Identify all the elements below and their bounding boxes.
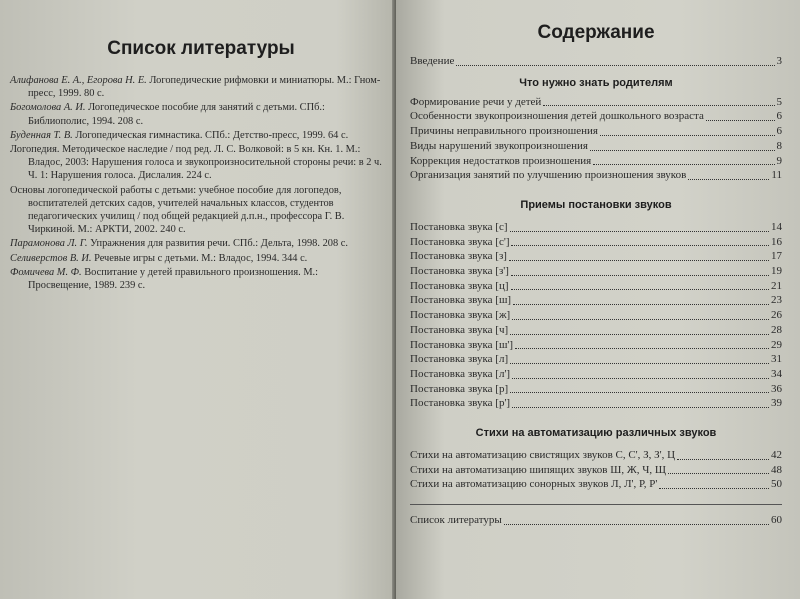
toc-entry-page: 6 bbox=[776, 110, 782, 123]
reference-author: Фомичева М. Ф. bbox=[10, 266, 82, 278]
toc-entry bbox=[410, 220, 782, 235]
reference-list bbox=[10, 74, 382, 292]
toc-entry-page: 42 bbox=[771, 449, 782, 462]
reference-text: Речевые игры с детьми. М.: Владос, 1994. 344 с. bbox=[91, 252, 308, 264]
dot-leader bbox=[515, 348, 769, 349]
toc-entry-label: Постановка звука [ч] bbox=[410, 323, 509, 336]
toc-entry bbox=[410, 154, 782, 169]
dot-leader bbox=[510, 392, 769, 393]
reference-item bbox=[10, 252, 382, 265]
toc-entry-label: Организация занятий по улучшению произношения звуков bbox=[410, 169, 687, 182]
reference-item bbox=[10, 143, 382, 183]
section-heading-parents: Что нужно знать родителям bbox=[519, 76, 673, 89]
reference-text: Логопедическая гимнастика. СПб.: Детство-пресс, 1999. 64 с. bbox=[72, 129, 349, 141]
toc-entry bbox=[410, 352, 782, 367]
toc-entry-label: Постановка звука [л'] bbox=[410, 367, 511, 380]
toc-entry-label: Причины неправильного произношения bbox=[410, 125, 598, 138]
dot-leader bbox=[456, 65, 774, 66]
reference-text: Логопедическое пособие для занятий с детьми. СПб.: Библиополис, 1994. 208 с. bbox=[28, 102, 325, 127]
dot-leader bbox=[677, 459, 769, 460]
reference-text: Упражнения для развития речи. СПб.: Дельта, 1998. 208 с. bbox=[87, 238, 348, 250]
toc-entry-label: Постановка звука [с'] bbox=[410, 235, 510, 248]
toc-entry-label: Введение bbox=[410, 55, 455, 67]
toc-entry-page: 14 bbox=[771, 220, 782, 233]
toc-entry-label: Постановка звука [с] bbox=[410, 220, 508, 233]
toc-entry-page: 29 bbox=[771, 338, 782, 351]
toc-entry-page: 36 bbox=[771, 382, 782, 395]
dot-leader bbox=[512, 407, 769, 408]
toc-entry-page: 28 bbox=[771, 323, 782, 336]
reference-item bbox=[10, 237, 382, 250]
toc-entry-label: Постановка звука [р'] bbox=[410, 397, 511, 410]
toc-entry-label: Стихи на автоматизацию свистящих звуков С, С', З, З', Ц bbox=[410, 449, 676, 462]
toc-entry-label: Постановка звука [л] bbox=[410, 353, 509, 366]
left-page bbox=[0, 0, 396, 599]
table-of-contents bbox=[410, 54, 782, 528]
dot-leader bbox=[510, 231, 770, 232]
toc-entry-page: 34 bbox=[771, 367, 782, 380]
toc-entry bbox=[410, 367, 782, 382]
dot-leader bbox=[512, 378, 769, 379]
toc-entry bbox=[410, 139, 782, 154]
dot-leader bbox=[513, 304, 769, 305]
reference-item bbox=[10, 74, 382, 100]
dot-leader bbox=[512, 319, 769, 320]
toc-entry-page: 6 bbox=[776, 125, 782, 138]
section-heading-poems: Стихи на автоматизацию различных звуков bbox=[475, 427, 717, 440]
toc-entry-label: Особенности звукопроизношения детей дошкольного возраста bbox=[410, 110, 704, 123]
dot-leader bbox=[509, 260, 769, 261]
toc-entry bbox=[410, 235, 782, 250]
toc-entry bbox=[410, 448, 782, 463]
toc-entry-page: 8 bbox=[776, 139, 782, 152]
toc-entry-page: 11 bbox=[771, 169, 782, 182]
toc-entry-label: Постановка звука [з'] bbox=[410, 265, 509, 278]
toc-entry-page: 3 bbox=[776, 55, 782, 67]
right-page bbox=[396, 0, 800, 599]
toc-entry-bibliography bbox=[410, 513, 782, 528]
reference-item bbox=[10, 184, 382, 237]
dot-leader bbox=[510, 334, 769, 335]
toc-entry-page: 17 bbox=[771, 250, 782, 263]
toc-entry-label: Постановка звука [р] bbox=[410, 382, 509, 395]
toc-entry bbox=[410, 249, 782, 264]
toc-entry bbox=[410, 308, 782, 323]
toc-entry-page: 23 bbox=[771, 294, 782, 307]
toc-entry-page: 48 bbox=[771, 463, 782, 476]
section-heading-techniques: Приемы постановки звуков bbox=[520, 198, 672, 211]
toc-entry-page: 31 bbox=[771, 353, 782, 366]
toc-entry-label: Стихи на автоматизацию шипящих звуков Ш, Ж, Ч, Щ bbox=[410, 463, 666, 476]
toc-entry bbox=[410, 109, 782, 124]
toc-entry-label: Постановка звука [ж] bbox=[410, 309, 511, 322]
dot-leader bbox=[510, 363, 769, 364]
toc-entry-page: 19 bbox=[771, 265, 782, 278]
dot-leader bbox=[590, 150, 775, 151]
toc-entry-label: Постановка звука [ш'] bbox=[410, 338, 514, 351]
reference-author: Буденная Т. В. bbox=[10, 129, 73, 141]
dot-leader bbox=[600, 135, 775, 136]
toc-entry-label: Постановка звука [ц] bbox=[410, 279, 509, 292]
reference-text: Логопедия. Методическое наследие / под ред. Л. С. Волковой: в 5 кн. Кн. 1. М.: Владос, 2003: Нарушения голоса и звукопроизносительной стороны речи: в 2 ч. Ч. 1: Нарушения голоса. Дислалия. 224 с. bbox=[10, 144, 382, 182]
toc-entry-page: 39 bbox=[771, 397, 782, 410]
toc-entry bbox=[410, 396, 782, 411]
dot-leader bbox=[688, 179, 769, 180]
dot-leader bbox=[543, 105, 774, 106]
toc-entry bbox=[410, 463, 782, 478]
toc-entry bbox=[410, 293, 782, 308]
toc-entry bbox=[410, 264, 782, 279]
toc-entry-intro bbox=[410, 54, 782, 69]
toc-entry bbox=[410, 124, 782, 139]
dot-leader bbox=[504, 524, 769, 525]
toc-entry bbox=[410, 323, 782, 338]
reference-text: Воспитание у детей правильного произношения. М.: Просвещение, 1989. 239 с. bbox=[28, 266, 319, 292]
toc-entry-page: 5 bbox=[776, 95, 782, 108]
toc-entry-page: 26 bbox=[771, 309, 782, 322]
reference-author: Селиверстов В. И. bbox=[10, 252, 92, 264]
toc-entry-label: Постановка звука [з] bbox=[410, 250, 507, 263]
dot-leader bbox=[668, 473, 769, 474]
reference-item bbox=[10, 129, 382, 142]
toc-entry bbox=[410, 477, 782, 492]
section-divider bbox=[410, 504, 782, 505]
dot-leader bbox=[511, 245, 769, 246]
reference-author: Богомолова А. И. bbox=[10, 102, 86, 114]
dot-leader bbox=[511, 289, 769, 290]
toc-entry-label: Коррекция недостатков произношения bbox=[410, 154, 592, 167]
reference-text: Логопедические рифмовки и миниатюры. М.: Гном-пресс, 1999. 80 с. bbox=[28, 75, 381, 100]
dot-leader bbox=[659, 488, 769, 489]
toc-entry-label: Стихи на автоматизацию сонорных звуков Л, Л', Р, Р' bbox=[410, 478, 658, 491]
dot-leader bbox=[706, 120, 775, 121]
toc-entry bbox=[410, 382, 782, 397]
reference-item bbox=[10, 266, 382, 292]
toc-entry-page: 50 bbox=[771, 478, 782, 491]
reference-item bbox=[10, 101, 382, 127]
dot-leader bbox=[593, 164, 774, 165]
contents-title: Содержание bbox=[537, 22, 655, 43]
bibliography-title: Список литературы bbox=[107, 38, 295, 59]
toc-entry bbox=[410, 279, 782, 294]
toc-entry-page: 9 bbox=[776, 154, 782, 167]
dot-leader bbox=[511, 275, 769, 276]
toc-entry bbox=[410, 338, 782, 353]
toc-entry bbox=[410, 168, 782, 183]
toc-entry-label: Виды нарушений звукопроизношения bbox=[410, 139, 588, 152]
toc-entry-label: Постановка звука [ш] bbox=[410, 294, 512, 307]
toc-entry-page: 60 bbox=[771, 514, 782, 527]
reference-text: Основы логопедической работы с детьми: учебное пособие для логопедов, воспитателей детских садов, учителей начальных классов, студентов педагогических училищ / под общей редакцией д.п.н., профессора Г. В. Чиркиной. М.: АРКТИ, 2002. 240 с. bbox=[10, 184, 345, 236]
toc-entry-label: Список литературы bbox=[410, 514, 502, 527]
toc-entry bbox=[410, 95, 782, 110]
reference-author: Парамонова Л. Г. bbox=[10, 238, 88, 250]
toc-entry-page: 21 bbox=[771, 279, 782, 292]
toc-entry-label: Формирование речи у детей bbox=[410, 95, 542, 108]
reference-author: Алифанова Е. А., Егорова Н. Е. bbox=[10, 75, 147, 86]
toc-entry-page: 16 bbox=[771, 235, 782, 248]
